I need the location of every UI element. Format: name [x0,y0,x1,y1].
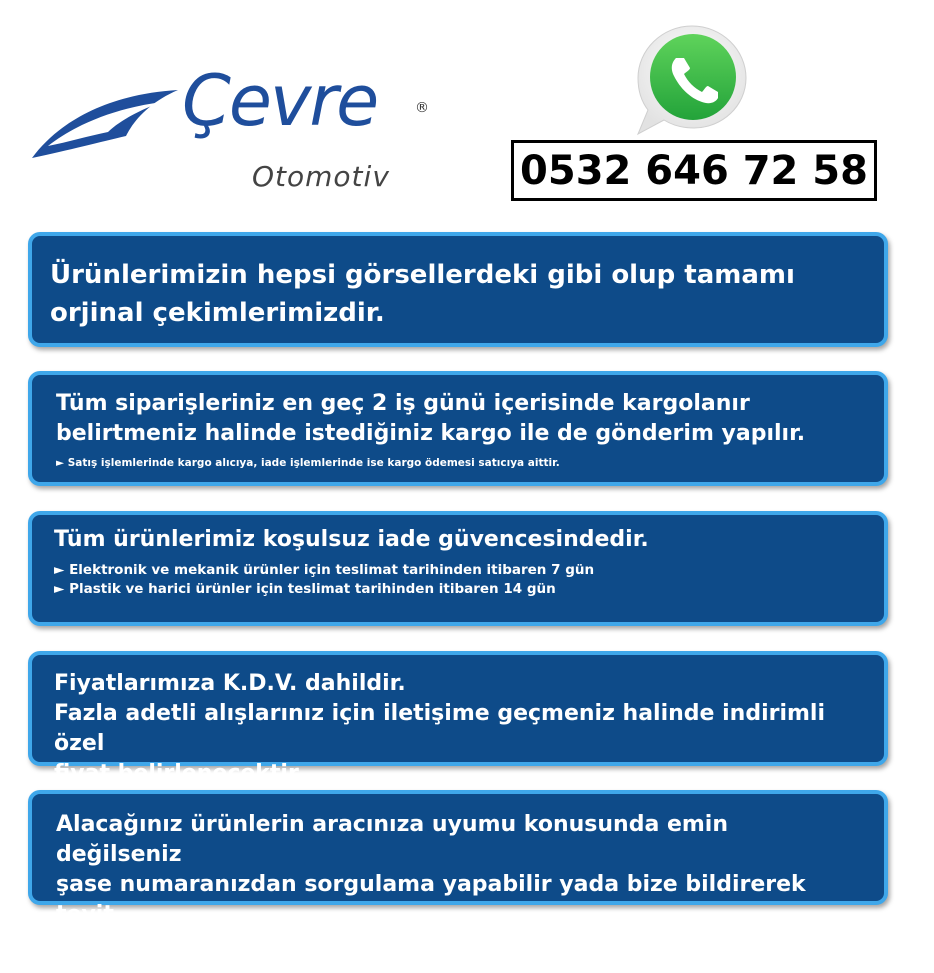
card-line: belirtmeniz halinde istediğiniz kargo ile de gönderim yapılır. [56,421,806,446]
card-line: Fiyatlarımıza K.D.V. dahildir. [54,671,406,696]
info-card-returns [28,511,888,626]
card-note: ► Satış işlemlerinde kargo alıcıya, iade işlemlerinde ise kargo ödemesi satıcıya aittir. [56,457,560,469]
card-line: şase numaranızdan sorgulama yapabilir yada bize bildirerek teyit [56,872,806,927]
card-line: Fazla adetli alışlarınız için iletişime geçmeniz halinde indirimli özel [54,701,826,756]
info-card-compatibility [28,790,888,957]
card-line: Tüm siparişleriniz en geç 2 iş günü içerisinde kargolanır [56,391,750,416]
card-note: ► Plastik ve harici ürünler için teslimat tarihinden itibaren 14 gün [54,581,556,597]
cevre-otomotiv-logo [30,60,440,202]
card-line: Alacağınız ürünlerin aracınıza uyumu konusunda emin değilseniz [56,812,729,867]
registered-mark: ® [415,100,429,116]
whatsapp-icon[interactable] [632,22,752,138]
brand-name: Çevre [182,60,378,142]
info-card-pricing [28,651,888,786]
info-card-shipping [28,371,888,486]
phone-number: 0532 646 72 58 [520,147,868,194]
card-line: Tüm ürünlerimiz koşulsuz iade güvencesindedir. [54,527,649,552]
card-line: Ürünlerimizin hepsi görsellerdeki gibi olup tamamı [50,260,795,290]
leaf-swoosh-icon [30,80,180,160]
card-line: fiyat belirlenecektir. [54,761,305,786]
phone-number-box[interactable] [511,140,877,201]
card-note: ► Elektronik ve mekanik ürünler için teslimat tarihinden itibaren 7 gün [54,562,595,578]
brand-subtitle: Otomotiv [252,160,390,193]
info-card-original-photos [28,232,888,347]
card-line: orjinal çekimlerimizdir. [50,298,385,328]
card-line: ettirebilirsiniz. [56,932,240,957]
